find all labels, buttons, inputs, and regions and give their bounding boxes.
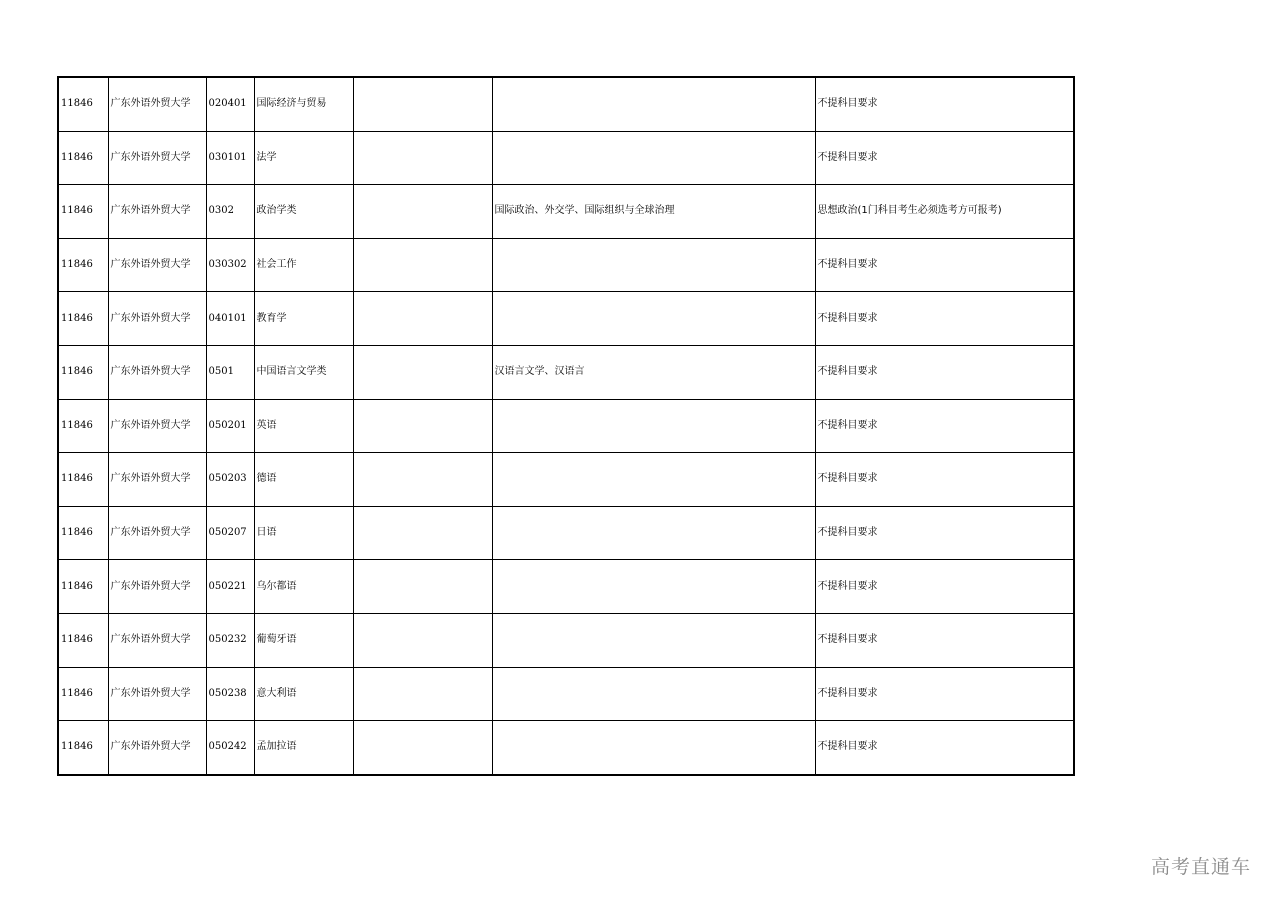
included-majors-cell xyxy=(492,613,815,667)
school-code-cell: 11846 xyxy=(58,185,108,239)
subject-requirement-cell: 不提科目要求 xyxy=(815,453,1074,507)
major-code-cell: 050232 xyxy=(206,613,254,667)
school-code-cell: 11846 xyxy=(58,238,108,292)
major-code-cell: 030101 xyxy=(206,131,254,185)
table-row xyxy=(58,721,1074,775)
note-cell xyxy=(353,506,492,560)
table-body xyxy=(58,77,1074,775)
subject-requirement-cell: 思想政治(1门科目考生必须选考方可报考) xyxy=(815,185,1074,239)
school-name-cell: 广东外语外贸大学 xyxy=(108,560,206,614)
major-name-cell: 乌尔都语 xyxy=(254,560,353,614)
included-majors-cell xyxy=(492,77,815,131)
table-row xyxy=(58,453,1074,507)
school-code-cell: 11846 xyxy=(58,667,108,721)
subject-requirement-cell: 不提科目要求 xyxy=(815,399,1074,453)
note-cell xyxy=(353,667,492,721)
major-code-cell: 020401 xyxy=(206,77,254,131)
subject-requirement-cell: 不提科目要求 xyxy=(815,238,1074,292)
major-code-cell: 040101 xyxy=(206,292,254,346)
school-code-cell: 11846 xyxy=(58,506,108,560)
school-name-cell: 广东外语外贸大学 xyxy=(108,399,206,453)
major-name-cell: 意大利语 xyxy=(254,667,353,721)
included-majors-cell xyxy=(492,238,815,292)
included-majors-cell: 汉语言文学、汉语言 xyxy=(492,345,815,399)
table-row xyxy=(58,185,1074,239)
subject-requirement-cell: 不提科目要求 xyxy=(815,506,1074,560)
major-name-cell: 国际经济与贸易 xyxy=(254,77,353,131)
note-cell xyxy=(353,131,492,185)
school-code-cell: 11846 xyxy=(58,560,108,614)
school-code-cell: 11846 xyxy=(58,613,108,667)
table-row xyxy=(58,77,1074,131)
school-code-cell: 11846 xyxy=(58,292,108,346)
major-code-cell: 030302 xyxy=(206,238,254,292)
major-name-cell: 中国语言文学类 xyxy=(254,345,353,399)
included-majors-cell xyxy=(492,667,815,721)
included-majors-cell xyxy=(492,560,815,614)
table-row xyxy=(58,613,1074,667)
major-name-cell: 德语 xyxy=(254,453,353,507)
included-majors-cell: 国际政治、外交学、国际组织与全球治理 xyxy=(492,185,815,239)
subject-requirement-cell: 不提科目要求 xyxy=(815,560,1074,614)
subject-requirement-cell: 不提科目要求 xyxy=(815,131,1074,185)
subject-requirements-table xyxy=(57,76,1075,776)
major-name-cell: 社会工作 xyxy=(254,238,353,292)
note-cell xyxy=(353,560,492,614)
school-name-cell: 广东外语外贸大学 xyxy=(108,345,206,399)
table-row xyxy=(58,506,1074,560)
note-cell xyxy=(353,453,492,507)
table-row xyxy=(58,560,1074,614)
major-name-cell: 法学 xyxy=(254,131,353,185)
school-code-cell: 11846 xyxy=(58,131,108,185)
major-code-cell: 0501 xyxy=(206,345,254,399)
table-row xyxy=(58,238,1074,292)
school-name-cell: 广东外语外贸大学 xyxy=(108,613,206,667)
school-name-cell: 广东外语外贸大学 xyxy=(108,292,206,346)
major-code-cell: 050242 xyxy=(206,721,254,775)
school-name-cell: 广东外语外贸大学 xyxy=(108,453,206,507)
major-code-cell: 050221 xyxy=(206,560,254,614)
major-name-cell: 教育学 xyxy=(254,292,353,346)
included-majors-cell xyxy=(492,131,815,185)
table-row xyxy=(58,345,1074,399)
major-name-cell: 政治学类 xyxy=(254,185,353,239)
major-name-cell: 日语 xyxy=(254,506,353,560)
note-cell xyxy=(353,721,492,775)
major-code-cell: 050238 xyxy=(206,667,254,721)
major-name-cell: 葡萄牙语 xyxy=(254,613,353,667)
table-row xyxy=(58,667,1074,721)
subject-requirement-cell: 不提科目要求 xyxy=(815,667,1074,721)
major-code-cell: 0302 xyxy=(206,185,254,239)
note-cell xyxy=(353,238,492,292)
note-cell xyxy=(353,292,492,346)
included-majors-cell xyxy=(492,506,815,560)
major-code-cell: 050203 xyxy=(206,453,254,507)
school-name-cell: 广东外语外贸大学 xyxy=(108,131,206,185)
table-row xyxy=(58,131,1074,185)
major-name-cell: 孟加拉语 xyxy=(254,721,353,775)
school-name-cell: 广东外语外贸大学 xyxy=(108,238,206,292)
subject-requirement-cell: 不提科目要求 xyxy=(815,721,1074,775)
school-name-cell: 广东外语外贸大学 xyxy=(108,721,206,775)
note-cell xyxy=(353,613,492,667)
school-name-cell: 广东外语外贸大学 xyxy=(108,506,206,560)
subject-requirement-cell: 不提科目要求 xyxy=(815,345,1074,399)
table-row xyxy=(58,399,1074,453)
school-code-cell: 11846 xyxy=(58,345,108,399)
major-name-cell: 英语 xyxy=(254,399,353,453)
table-row xyxy=(58,292,1074,346)
note-cell xyxy=(353,185,492,239)
school-name-cell: 广东外语外贸大学 xyxy=(108,185,206,239)
note-cell xyxy=(353,399,492,453)
school-name-cell: 广东外语外贸大学 xyxy=(108,77,206,131)
school-code-cell: 11846 xyxy=(58,399,108,453)
school-code-cell: 11846 xyxy=(58,721,108,775)
school-code-cell: 11846 xyxy=(58,453,108,507)
school-code-cell: 11846 xyxy=(58,77,108,131)
included-majors-cell xyxy=(492,453,815,507)
major-code-cell: 050207 xyxy=(206,506,254,560)
subject-requirement-cell: 不提科目要求 xyxy=(815,292,1074,346)
note-cell xyxy=(353,77,492,131)
watermark: 高考直通车 xyxy=(1150,856,1251,878)
included-majors-cell xyxy=(492,399,815,453)
included-majors-cell xyxy=(492,292,815,346)
subject-requirement-cell: 不提科目要求 xyxy=(815,77,1074,131)
included-majors-cell xyxy=(492,721,815,775)
subject-requirement-cell: 不提科目要求 xyxy=(815,613,1074,667)
school-name-cell: 广东外语外贸大学 xyxy=(108,667,206,721)
major-code-cell: 050201 xyxy=(206,399,254,453)
note-cell xyxy=(353,345,492,399)
